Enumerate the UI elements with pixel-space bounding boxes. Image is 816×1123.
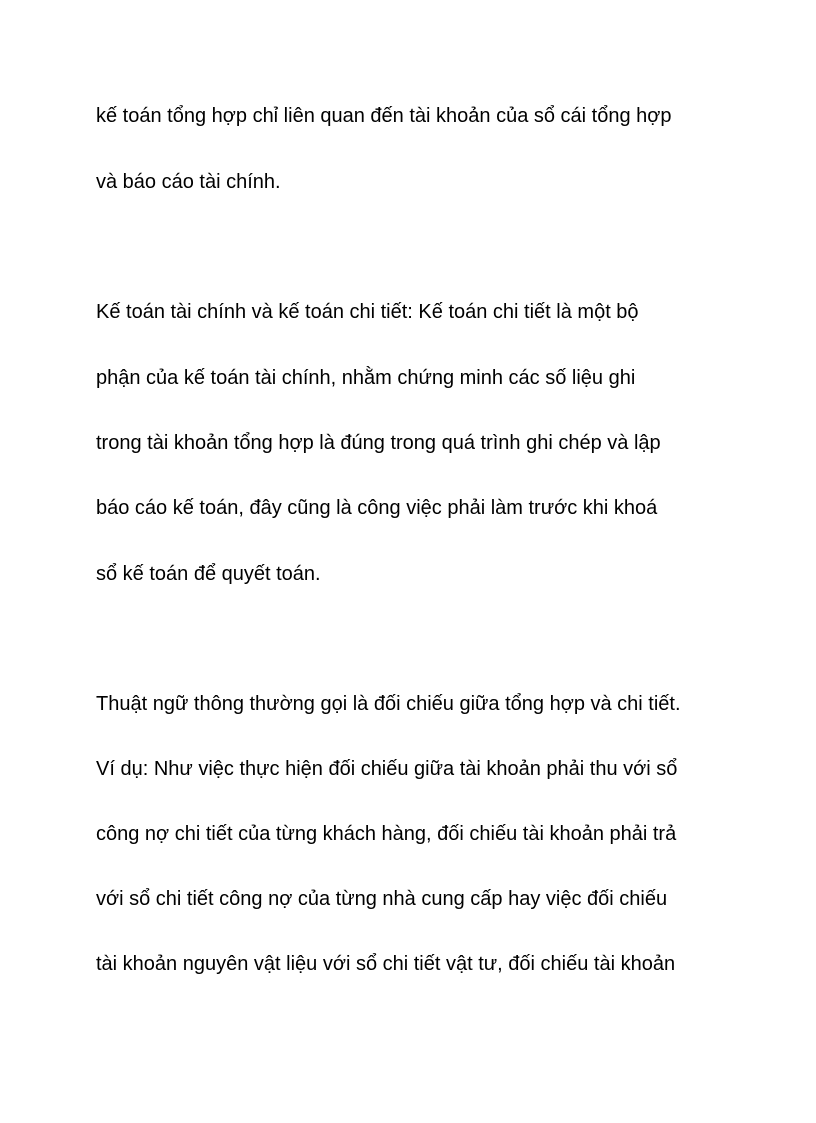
text-line: với sổ chi tiết công nợ của từng nhà cung cấp hay việc đối chiếu xyxy=(96,888,668,910)
text-line: tài khoản nguyên vật liệu với sổ chi tiết vật tư, đối chiếu tài khoản xyxy=(96,953,676,975)
text-line: Thuật ngữ thông thường gọi là đối chiếu giữa tổng hợp và chi tiết. xyxy=(96,693,681,715)
text-line: Kế toán tài chính và kế toán chi tiết: Kế toán chi tiết là một bộ xyxy=(96,301,639,323)
text-line: công nợ chi tiết của từng khách hàng, đối chiếu tài khoản phải trả xyxy=(96,823,677,845)
text-line: phận của kế toán tài chính, nhằm chứng minh các số liệu ghi xyxy=(96,367,636,389)
text-line: và báo cáo tài chính. xyxy=(96,171,281,193)
text-line: Ví dụ: Như việc thực hiện đối chiếu giữa tài khoản phải thu với sổ xyxy=(96,758,678,780)
text-line: trong tài khoản tổng hợp là đúng trong quá trình ghi chép và lập xyxy=(96,432,661,454)
text-line: kế toán tổng hợp chỉ liên quan đến tài khoản của sổ cái tổng hợp xyxy=(96,105,672,127)
text-line: sổ kế toán để quyết toán. xyxy=(96,563,321,585)
text-line: báo cáo kế toán, đây cũng là công việc phải làm trước khi khoá xyxy=(96,497,658,519)
